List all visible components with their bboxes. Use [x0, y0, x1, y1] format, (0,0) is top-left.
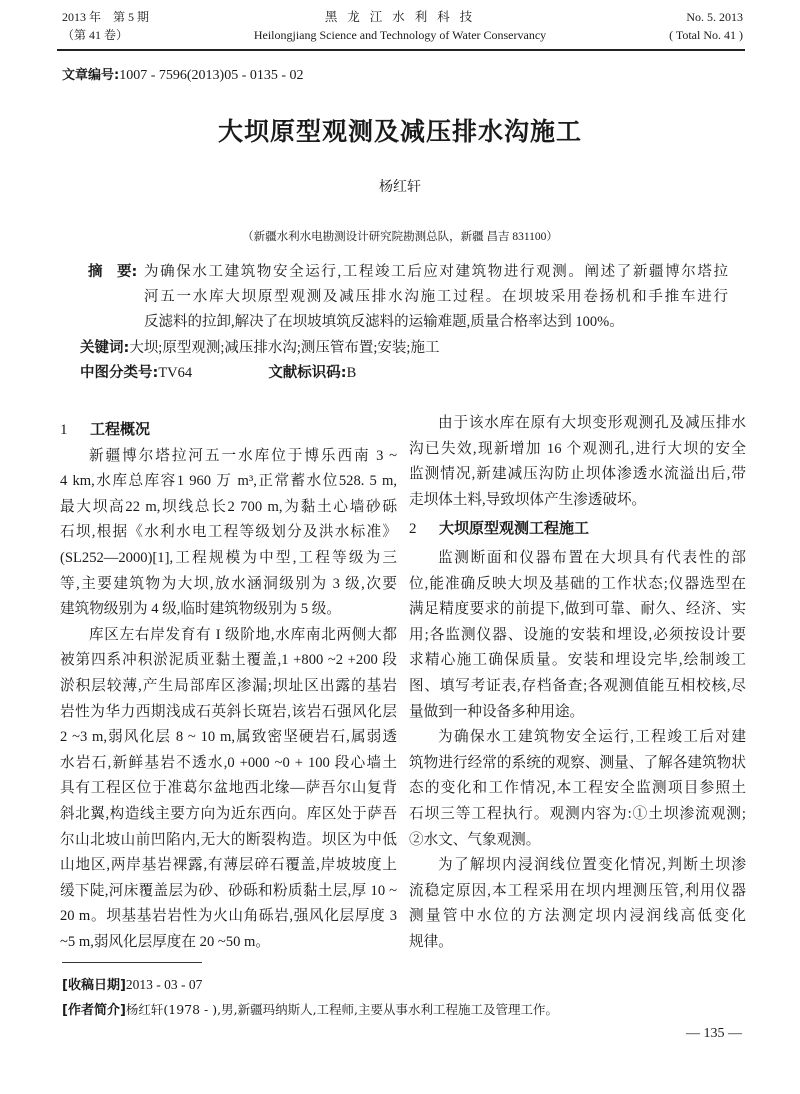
text-line: 监测情况,新建减压沟防止坝体渗透水流溢出后,带	[409, 466, 746, 483]
bio-value: 杨红轩(1978 - ),男,新疆玛纳斯人,工程师,主要从事水利工程施工及管理工作。	[125, 1002, 559, 1017]
text-line: 沟已失效,现新增加 16 个观测孔,进行大坝的安全	[409, 440, 746, 457]
section-title: 工程概况	[90, 420, 151, 438]
paragraph	[409, 725, 746, 853]
text-line: 缓下陡,河床覆盖层为砂、砂砾和粉质黏土层,厚 10 ~	[60, 882, 397, 899]
classification	[80, 361, 728, 386]
paragraph	[60, 623, 397, 956]
paragraph	[409, 546, 746, 725]
section-title: 大坝原型观测工程施工	[439, 519, 590, 538]
text-line: 20 m。坝基基岩岩性为火山角砾岩,强风化层厚度 3	[60, 908, 397, 925]
total: ( Total No. 41 )	[669, 28, 743, 42]
journal-en: Heilongjiang Science and Technology of Water Conservancy	[253, 28, 547, 42]
text-line: 斜北翼,构造线主要方向为近东西向。库区处于萨吾	[60, 805, 397, 822]
left-column	[60, 417, 397, 955]
text-line: 水岩石,新鲜基岩不透水,0 +000 ~0 + 100 段心墙土	[60, 754, 397, 771]
text-line: 图、填写考证表,存档备查;各观测值能互相校核,尽	[409, 677, 746, 694]
text-line: 筑物进行经常的系统的观察、测量、了解各建筑物状	[409, 754, 746, 771]
text-line: 等,主要建筑物为大坝,放水涵洞级别为 3 级,次要	[60, 575, 397, 592]
paragraph	[60, 444, 397, 623]
right-column	[409, 411, 746, 955]
text-line: 山地区,两岸基岩裸露,有薄层碎石覆盖,岸坡坡度上	[60, 857, 397, 874]
article-number-label: 文章编号:	[62, 68, 120, 83]
text-line: 满足精度要求的前提下,做到可靠、耐久、经济、实	[409, 601, 746, 618]
text-line: 库区左右岸发育有 I 级阶地,水库南北两侧大都	[89, 626, 397, 643]
header-rule	[57, 49, 745, 51]
journal-cn: 黑 龙 江 水 利 科 技	[324, 9, 476, 24]
text-line: 走坝体土料,导致坝体产生渗透破坏。	[409, 491, 647, 508]
volume: （第 41 卷）	[62, 28, 129, 42]
abstract-line: 反滤料的拉卸,解决了在坝坡填筑反滤料的运输难题,质量合格率达到 100%。	[144, 314, 624, 330]
keywords-label: 关键词:	[80, 340, 130, 356]
received-date	[62, 974, 202, 993]
text-line: 由于该水库在原有大坝变形观测孔及减压排水	[438, 415, 746, 431]
page-number: — 135 —	[686, 1026, 742, 1041]
issue-number	[669, 8, 743, 44]
doc-code-value: B	[346, 365, 357, 381]
footnote-rule	[62, 962, 202, 963]
text-line: 岩性为华力西期浅成石英斜长斑岩,该岩石强风化层	[60, 703, 397, 720]
issue: 2013 年 第 5 期	[62, 10, 150, 24]
text-line: 为了解坝内浸润线位置变化情况,判断土坝渗	[438, 857, 746, 874]
section-number: 2	[409, 521, 417, 538]
keywords-value: 大坝;原型观测;减压排水沟;测压管布置;安装;施工	[129, 340, 440, 356]
text-line: 监测断面和仪器布置在大坝具有代表性的部	[438, 549, 746, 566]
section-number: 1	[60, 422, 68, 438]
received-value: 2013 - 03 - 07	[125, 977, 203, 992]
affiliation: （新疆水利水电勘测设计研究院勘测总队，新疆 昌吉 831100）	[242, 231, 558, 243]
text-line: 最大坝高22 m,坝线总长2 700 m,为黏土心墙砂砾	[60, 498, 397, 515]
text-line: ②水文、气象观测。	[409, 831, 541, 848]
author-bio	[62, 999, 558, 1018]
doc-code-label: 文献标识码:	[268, 365, 347, 381]
received-label: [收稿日期]	[62, 978, 126, 993]
bio-label: [作者简介]	[62, 1003, 126, 1018]
text-line: 新疆博尔塔拉河五一水库位于博乐西南 3 ~	[89, 447, 397, 464]
paragraph	[409, 411, 746, 513]
text-line: 2 ~3 m,弱风化层 8 ~ 10 m,属致密坚硬岩石,属弱透	[60, 729, 397, 746]
text-line: 石坝三等工程执行。观测内容为:①土坝渗流观测;	[409, 805, 746, 822]
text-line: 用;各监测仪器、设施的安装和埋设,必须按设计要	[409, 626, 746, 643]
text-line: 石坝,根据《水利水电工程等级划分及洪水标准》	[60, 524, 397, 541]
text-line: 尔山北坡山前凹陷内,无大的断裂构造。坝区为中低	[60, 831, 397, 848]
author: 杨红轩	[379, 180, 421, 195]
section-heading-1	[60, 417, 397, 444]
text-line: 4 km,水库总库容1 960 万 m³,正常蓄水位528. 5 m,	[60, 473, 397, 490]
text-line: ~5 m,弱风化层厚度在 20 ~50 m。	[60, 933, 270, 950]
article-number-value: 1007 - 7596(2013)05 - 0135 - 02	[119, 68, 304, 83]
text-line: 规律。	[409, 933, 453, 950]
abstract	[80, 260, 728, 386]
keywords	[80, 336, 728, 361]
text-line: 建筑物级别为 4 级,临时建筑物级别为 5 级。	[60, 601, 341, 618]
text-line: 流稳定原因,本工程采用在坝内埋测压管,利用仪器	[409, 882, 746, 899]
paragraph	[409, 853, 746, 955]
number: No. 5. 2013	[686, 10, 743, 24]
section-heading-2	[409, 516, 746, 543]
text-line: 态的变化和工作情况,本工程安全监测项目参照土	[409, 780, 746, 797]
text-line: 被第四系冲积淤泥质亚黏土覆盖,1 +800 ~2 +200 段	[60, 652, 397, 669]
classification-value: TV64	[158, 365, 193, 381]
page-title: 大坝原型观测及减压排水沟施工	[217, 117, 582, 146]
text-line: 淤积层较薄,产生局部库区渗漏;坝址区出露的基岩	[60, 677, 397, 694]
text-line: 求精心施工确保质量。安装和埋设完毕,绘制竣工	[409, 652, 746, 669]
classification-label: 中图分类号:	[80, 365, 159, 381]
text-line: 位,能准确反映大坝及基础的工作状态;仪器选型在	[409, 575, 746, 592]
text-line: 量做到一种设备多种用途。	[409, 703, 585, 720]
abstract-line: 河五一水库大坝原型观测及减压排水沟施工过程。在坝坡采用卷扬机和手推车进行	[144, 289, 728, 305]
text-line: 测量管中水位的方法测定坝内浸润线高低变化	[409, 908, 746, 925]
text-line: 具有工程区位于准葛尔盆地西北缘—萨吾尔山复背	[60, 780, 397, 797]
abstract-line: 为确保水工建筑物安全运行,工程竣工后应对建筑物进行观测。阐述了新疆博尔塔拉	[144, 264, 728, 280]
abstract-label: 摘 要:	[88, 264, 138, 280]
article-number	[62, 64, 304, 84]
text-line: 为确保水工建筑物安全运行,工程竣工后对建	[438, 729, 746, 746]
text-line: (SL252—2000)[1],工程规模为中型,工程等级为三	[60, 549, 397, 566]
